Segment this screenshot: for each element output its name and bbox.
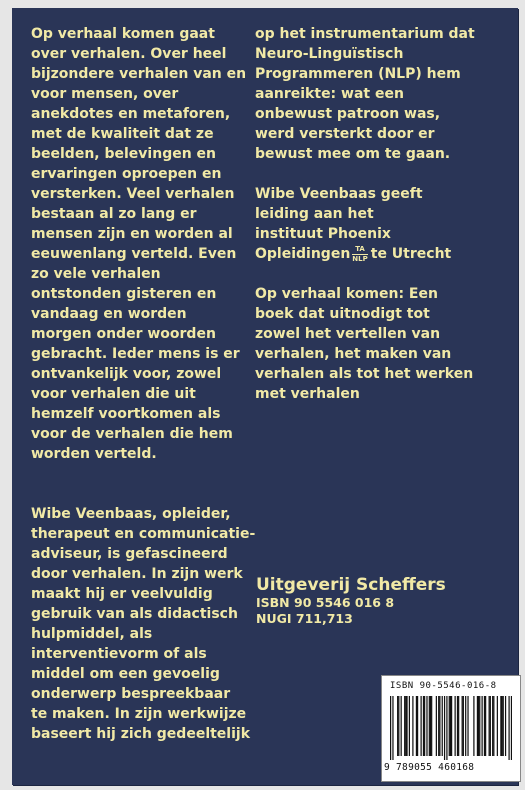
barcode-bar	[490, 696, 491, 756]
text-line: voor mensen, over	[31, 86, 179, 102]
text-line: Neuro-Linguïstisch	[255, 46, 404, 62]
text-line: over verhalen. Over heel	[31, 46, 227, 62]
text-line: Wibe Veenbaas geeft	[255, 186, 423, 202]
barcode-bar	[431, 696, 432, 756]
barcode-bar	[489, 696, 490, 756]
barcode-bar	[398, 696, 399, 756]
barcode-bar	[478, 696, 479, 756]
text-line: ontvankelijk voor, zowel	[31, 366, 222, 382]
barcode-bar	[477, 696, 478, 756]
isbn-text: ISBN 90 5546 016 8	[256, 595, 395, 610]
text-line: werd versterkt door er	[255, 126, 435, 142]
barcode-bar	[429, 696, 430, 756]
nlp-paragraph	[255, 24, 505, 164]
barcode-bar	[442, 696, 443, 756]
barcode-bar	[493, 696, 494, 756]
author-paragraph	[31, 504, 256, 744]
logo-top-text: TA	[355, 244, 365, 253]
text-line: met verhalen	[255, 386, 360, 402]
text-line: hemzelf voortkomen als	[31, 406, 221, 422]
barcode-isbn-label: ISBN 90-5546-016-8	[390, 681, 497, 691]
text-line: Wibe Veenbaas, opleider,	[31, 506, 231, 522]
text-line: ontstonden gisteren en	[31, 286, 217, 302]
text-line: Op verhaal komen gaat	[31, 26, 215, 42]
text-line: Op verhaal komen: Een	[255, 286, 438, 302]
text-line: instituut Phoenix	[255, 226, 391, 242]
text-line: eeuwenlang verteld. Even	[31, 246, 237, 262]
text-line: aanreikte: wat een	[255, 86, 404, 102]
text-line: bestaan al zo lang er	[31, 206, 197, 222]
ta-nlp-logo	[352, 246, 367, 263]
text-line: hulpmiddel, als	[31, 626, 153, 642]
logo-bottom-text: NLP	[352, 254, 368, 263]
text-line: mensen zijn en worden al	[31, 226, 233, 242]
paragraph-gap	[31, 484, 251, 504]
text-line: maakt hij er veelvuldig	[31, 586, 213, 602]
institute-name: Opleidingen	[255, 246, 351, 262]
text-line: ervaringen oproepen en	[31, 166, 222, 182]
text-line: onbewust patroon was,	[255, 106, 441, 122]
barcode-bar	[503, 696, 504, 756]
barcode-bar	[467, 696, 468, 756]
text-line: onderwerp bespreekbaar	[31, 686, 231, 702]
barcode-bar	[401, 696, 402, 756]
barcode-bar	[409, 696, 410, 756]
barcode-bar	[482, 696, 483, 756]
publisher-name: Uitgeverij Scheffers	[256, 575, 446, 595]
barcode-bar	[451, 696, 452, 756]
barcode-bar	[505, 696, 506, 756]
text-line: voor verhalen die uit	[31, 386, 196, 402]
barcode-bar	[462, 696, 463, 756]
paragraph-gap	[31, 464, 251, 484]
text-line: worden verteld.	[31, 446, 157, 462]
barcode-bar	[436, 696, 437, 756]
barcode-bar	[439, 696, 440, 756]
text-line: interventievorm of als	[31, 646, 207, 662]
paragraph-gap	[255, 264, 505, 284]
barcode-bar	[444, 696, 445, 760]
barcode-bar	[405, 696, 406, 756]
barcode-bar	[479, 696, 480, 756]
text-line: zo vele verhalen	[31, 266, 161, 282]
text-line: voor de verhalen die hem	[31, 426, 233, 442]
text-line: morgen onder woorden	[31, 326, 216, 342]
book-summary-paragraph	[255, 284, 505, 404]
barcode-bar	[511, 696, 512, 760]
barcode-bar	[465, 696, 466, 756]
barcode-bar	[392, 696, 393, 760]
barcode-bar	[455, 696, 456, 756]
barcode-bar	[421, 696, 422, 756]
barcode-bar	[406, 696, 407, 756]
nugi-text: NUGI 711,713	[256, 611, 353, 626]
text-line: adviseur, is gefascineerd	[31, 546, 228, 562]
barcode-bar	[500, 696, 501, 756]
text-line: beelden, belevingen en	[31, 146, 217, 162]
barcode-bar	[501, 696, 502, 756]
barcode-bar	[417, 696, 418, 756]
barcode-digits: 9 789055 460168	[384, 762, 475, 773]
text-line: gebruik van als didactisch	[31, 606, 238, 622]
barcode-bar	[449, 696, 450, 756]
barcode-bar	[397, 696, 398, 756]
barcode-bar	[484, 696, 485, 756]
text-line: door verhalen. In zijn werk	[31, 566, 243, 582]
text-line: middel om een gevoelig	[31, 666, 220, 682]
text-line: versterken. Veel verhalen	[31, 186, 235, 202]
barcode-bar	[423, 696, 424, 756]
text-line: zowel het vertellen van	[255, 326, 441, 342]
text-line: gebracht. Ieder mens is er	[31, 346, 240, 362]
text-line: leiding aan het	[255, 206, 374, 222]
barcode-bar	[450, 696, 451, 756]
barcode-bar	[458, 696, 459, 756]
barcode-bar	[457, 696, 458, 756]
paragraph-gap	[255, 164, 505, 184]
text-line: Programmeren (NLP) hem	[255, 66, 461, 82]
barcode-bar	[416, 696, 417, 756]
barcode-bar	[438, 696, 439, 756]
text-line: boek dat uitnodigt tot	[255, 306, 430, 322]
barcode-panel	[381, 675, 521, 782]
right-text-column	[255, 24, 505, 404]
barcode-bar	[508, 696, 509, 760]
institute-paragraph	[255, 184, 505, 264]
barcode-bar	[424, 696, 425, 756]
barcode-bar	[485, 696, 486, 756]
book-back-cover	[12, 8, 518, 785]
text-line: vandaag en worden	[31, 306, 187, 322]
text-line: te maken. In zijn werkwijze	[31, 706, 247, 722]
text-line: bewust mee om te gaan.	[255, 146, 451, 162]
text-line: verhalen als tot het werken	[255, 366, 474, 382]
text-line: bijzondere verhalen van en	[31, 66, 247, 82]
institute-location: te Utrecht	[370, 246, 452, 262]
text-line	[255, 244, 505, 264]
publisher-block	[256, 575, 446, 627]
text-line: verhalen, het maken van	[255, 346, 452, 362]
barcode-graphic	[390, 696, 512, 760]
barcode-bar	[390, 696, 391, 760]
text-line: therapeut en communicatie-	[31, 526, 256, 542]
text-line: met de kwaliteit dat ze	[31, 126, 214, 142]
barcode-bar	[497, 696, 498, 756]
text-line: baseert hij zich gedeeltelijk	[31, 726, 251, 742]
barcode-bar	[404, 696, 405, 756]
barcode-bar	[473, 696, 474, 756]
intro-paragraph	[31, 24, 251, 464]
left-text-column	[31, 24, 256, 744]
barcode-bar	[426, 696, 427, 756]
barcode-bar	[412, 696, 413, 756]
text-line: anekdotes en metaforen,	[31, 106, 231, 122]
barcode-bar	[463, 696, 464, 756]
barcode-bar	[430, 696, 431, 756]
barcode-bar	[446, 696, 447, 760]
text-line: op het instrumentarium dat	[255, 26, 475, 42]
barcode-bar	[492, 696, 493, 756]
